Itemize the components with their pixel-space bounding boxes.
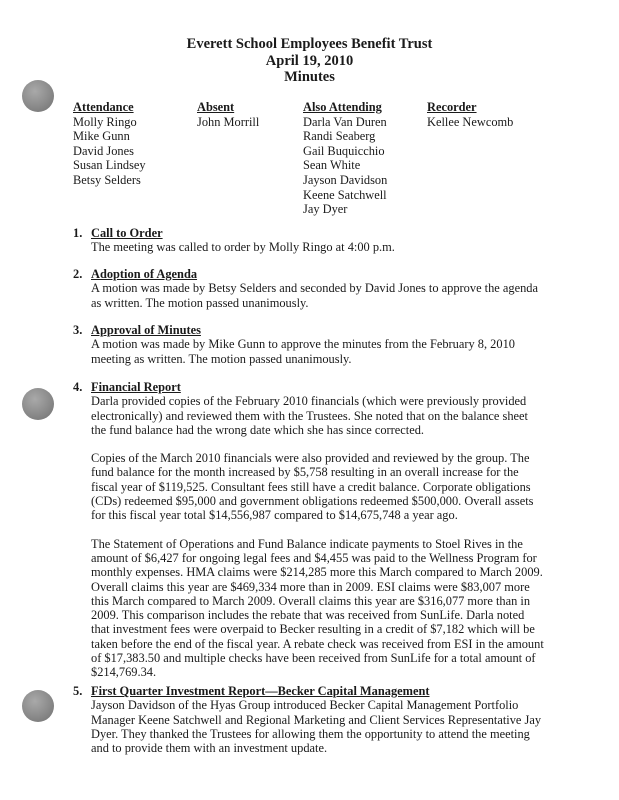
section-paragraph: A motion was made by Mike Gunn to approve the minutes from the February 8, 2010 meeting as written. The motion passed unanimously. <box>91 337 515 366</box>
doc-type: Minutes <box>284 69 335 85</box>
section-financial-report <box>73 380 545 680</box>
absent-heading: Absent <box>197 100 235 114</box>
org-title: Everett School Employees Benefit Trust <box>186 36 433 52</box>
section-paragraph: Jayson Davidson of the Hyas Group introduced Becker Capital Management Portfolio Manager Keene Satchwell and Regional Marketing and Client Services Representative Jay Dyer. They thanked the Trustees for allowing them the opportunity to attend the meeting and to provide them with an investment update. <box>91 698 542 756</box>
section-number: 2. <box>73 267 83 281</box>
section-paragraph: The meeting was called to order by Molly Ringo at 4:00 p.m. <box>91 240 395 255</box>
also-attending-name: Jay Dyer <box>303 202 348 217</box>
document-header <box>0 36 619 86</box>
section-paragraph: Copies of the March 2010 financials were also provided and reviewed by the group. The fund balance for the month increased by $5,758 resulting in an overall increase for the fiscal year of $119,525. Consultant fees still have a credit balance. Corporate obligations (CDs) redeemed $95,000 and government obligations redeemed $500,000. Overall assets for this fiscal year total $14,556,987 compared to $14,675,748 a year ago. <box>91 451 534 523</box>
section-title: Call to Order <box>91 226 163 240</box>
section-paragraph: Darla provided copies of the February 2010 financials (which were previously provided electronically) and reviewed them with the Trustees. She noted that on the balance sheet the fund balance had the wrong date which she has since corrected. <box>91 394 528 437</box>
section-title: First Quarter Investment Report—Becker Capital Management <box>91 684 430 698</box>
also-attending-column <box>303 100 387 217</box>
also-attending-name: Jayson Davidson <box>303 172 388 187</box>
absent-column <box>197 100 259 129</box>
section-heading <box>73 226 545 240</box>
recorder-column <box>427 100 513 129</box>
recorder-name: Kellee Newcomb <box>427 114 514 129</box>
section-heading <box>73 380 545 394</box>
section-paragraph: A motion was made by Betsy Selders and seconded by David Jones to approve the agenda as written. The motion passed unanimously. <box>91 281 538 310</box>
attendee-name: Betsy Selders <box>73 172 141 187</box>
recorder-heading: Recorder <box>427 100 477 114</box>
section-approval-of-minutes <box>73 323 545 366</box>
section-number: 3. <box>73 323 83 337</box>
also-attending-name: Gail Buquicchio <box>303 143 385 158</box>
attendee-name: Mike Gunn <box>73 129 130 144</box>
attendance-column <box>73 100 146 188</box>
section-heading <box>73 323 545 337</box>
meeting-date: April 19, 2010 <box>265 52 354 69</box>
section-paragraph: The Statement of Operations and Fund Balance indicate payments to Stoel Rives in the amount of $6,427 for ongoing legal fees and $4,455 was paid to the Wellness Program for monthly expenses. HMA claims were $214,285 more this March compared to March 2009. Overall claims this year are $469,334 more than in 2009. ESI claims were $83,007 more this March compared to March 2009. Overall claims this year are $316,077 more than in 2009. This comparison includes the rebate that was received from SunLife. Darla noted that investment fees were overpaid to Becker resulting in a credit of $7,182 which will be taken before the end of the fiscal year. A rebate check was received from ESI in the amount of $17,383.50 and multiple checks have been received from SunLife for a total amount of $214,769.34. <box>91 536 544 680</box>
attendance-heading: Attendance <box>73 100 134 114</box>
section-number: 4. <box>73 380 83 394</box>
section-call-to-order <box>73 226 545 255</box>
also-attending-name: Keene Satchwell <box>303 187 387 202</box>
attendee-name: David Jones <box>73 143 134 158</box>
section-number: 1. <box>73 226 83 240</box>
section-title: Financial Report <box>91 380 181 394</box>
section-heading <box>73 267 545 281</box>
binder-hole <box>22 690 54 722</box>
section-title: Approval of Minutes <box>91 323 201 337</box>
attendee-name: Susan Lindsey <box>73 158 146 173</box>
absent-name: John Morrill <box>197 114 260 129</box>
section-number: 5. <box>73 684 83 698</box>
section-investment-report <box>73 684 545 755</box>
also-attending-name: Sean White <box>303 158 361 173</box>
section-title: Adoption of Agenda <box>91 267 198 281</box>
attendee-name: Molly Ringo <box>73 114 137 129</box>
binder-hole <box>22 388 54 420</box>
also-attending-heading: Also Attending <box>303 100 382 114</box>
also-attending-name: Darla Van Duren <box>303 114 387 129</box>
section-heading <box>73 684 545 698</box>
also-attending-name: Randi Seaberg <box>303 129 376 144</box>
section-adoption-of-agenda <box>73 267 545 310</box>
